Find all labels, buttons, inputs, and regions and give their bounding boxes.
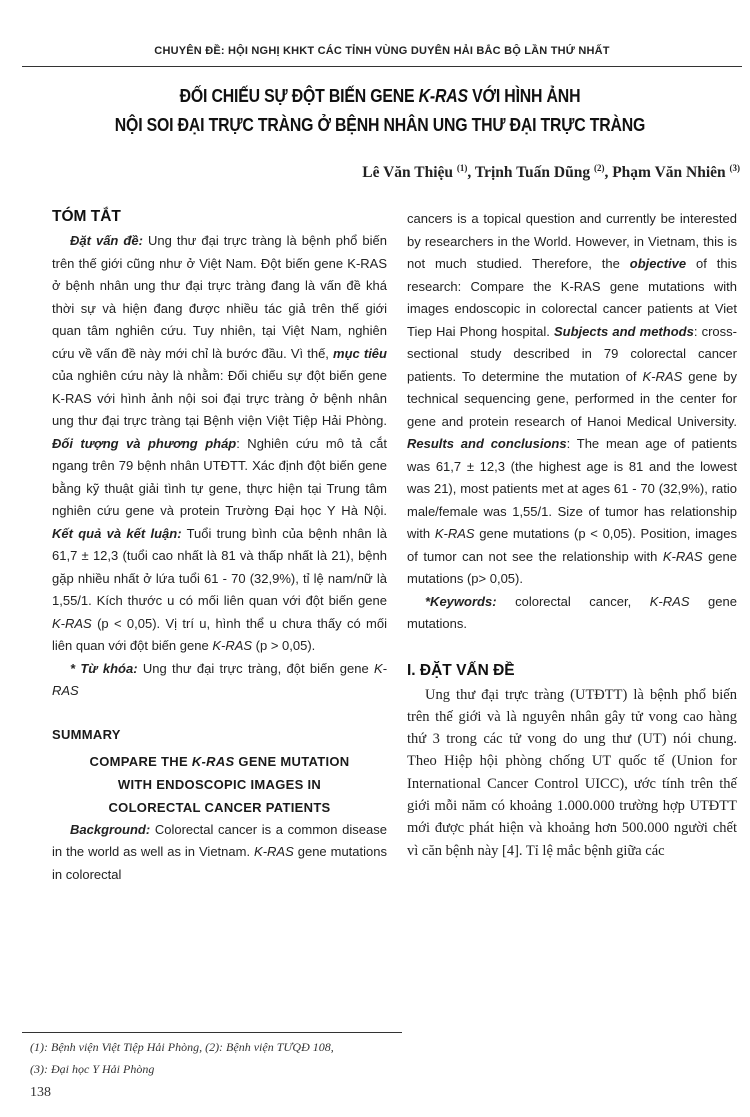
summary-abstract-continued: [407, 208, 737, 591]
tomtat-result-text-c: (p > 0,05).: [252, 638, 316, 653]
tomtat-kw-label: * Từ khóa:: [70, 660, 138, 676]
header-rule: [22, 66, 742, 67]
author-2-affil: (2): [593, 163, 605, 173]
tomtat-result-label: Kết quả và kết luận:: [52, 525, 182, 541]
author-3: Phạm Văn Nhiên: [612, 164, 726, 182]
tomtat-kw-text: Ung thư đại trực tràng, đột biến gene: [137, 660, 374, 676]
tomtat-heading: TÓM TẮT: [52, 208, 121, 225]
tomtat-bg-text: Ung thư đại trực tràng là bệnh phổ biến trên thế giới cũng như ở Việt Nam. Đột biến gene K-RAS ở bệnh nhân ung thư đại trực tràng đang là vấn đề khá thời sự và hiện đang được nhiều tác giả trên thế giới quan tâm nghiên cứu. Tuy nhiên, tại Việt Nam, nghiên cứu về vấn đề này mới chỉ là bước đầu. Vì thế,: [52, 233, 388, 361]
summary-kw-gene: K-RAS: [649, 593, 690, 609]
right-column: [407, 208, 737, 862]
summary-result-text: : The mean age of patients was 61,7 ± 12,3 (the highest age is 81 and the lowest was 21), most patients met at ages 61 - 70 (32,9%), ratio male/female was 1,55/1. Size of tumor has relationship with: [407, 436, 737, 541]
article-title-line-2: NỘI SOI ĐẠI TRỰC TRÀNG Ở BỆNH NHÂN UNG THƯ ĐẠI TRỰC TRÀNG: [114, 115, 646, 135]
summary-background: [52, 819, 387, 887]
summary-result-gene-2: K-RAS: [662, 548, 703, 564]
title-gene: K-RAS: [418, 86, 468, 106]
summary-title-line-1: [52, 750, 387, 773]
summary-method-text: : cross-sectional study described in 79 colorectal cancer patients. To determine the mutation of: [407, 323, 737, 384]
tomtat-method-label: Đối tượng và phương pháp: [52, 435, 237, 451]
tomtat-result-text-a: Tuổi trung bình của bệnh nhân là 61,7 ± 12,3 (tuổi cao nhất là 81 và thấp nhất là 21), bệnh gặp nhiều nhất ở lứa tuổi 61 - 70 (32,9%), tỉ lệ nam/nữ là 1,55/1. Kích thước u có mối liên quan với đột biến gene: [52, 525, 387, 608]
summary-title-b: GENE MUTATION: [234, 753, 350, 769]
footnote-affiliations-2: (3): Đại học Y Hải Phòng: [30, 1062, 155, 1076]
summary-title-a: COMPARE THE: [89, 753, 192, 769]
tomtat-method-text: : Nghiên cứu mô tả cắt ngang trên 79 bệnh nhân UTĐTT. Xác định đột biến gene bằng kỹ thuật giải tình tự gene, thực hiện tại Trung tâm nghiên cứu gene và protein Trường Đại học Y Hà Nội.: [52, 435, 387, 518]
summary-method-text-2: gene by technical sequencing gene, performed in the center for gene and protein research of Hanoi Medical University.: [407, 368, 737, 429]
page-number: 138: [30, 1085, 51, 1100]
summary-bg-gene: K-RAS: [254, 844, 294, 859]
summary-obj-label: objective: [629, 256, 687, 271]
tomtat-obj-label: mục tiêu: [333, 345, 387, 361]
summary-result-text-3: gene mutations (p> 0,05).: [407, 548, 737, 586]
summary-title-gene: K-RAS: [191, 753, 235, 769]
author-list: Lê Văn Thiệu $^{(1)}$, Trịnh Tuấn Dũng $^{(2)}$, Phạm Văn Nhiên $^{(3)}$: [362, 163, 740, 182]
summary-title-line-2: WITH ENDOSCOPIC IMAGES IN: [117, 776, 322, 792]
tomtat-gene-2: K-RAS: [212, 638, 253, 653]
summary-kw-label: *Keywords:: [425, 593, 497, 609]
summary-bg-label: Background:: [70, 821, 151, 837]
author-1: Lê Văn Thiệu: [362, 164, 454, 182]
summary-cont-text: cancers is a topical question and currently be interested by researchers in the World. However, in Vietnam, this is not much studied. Therefore, the: [407, 211, 737, 271]
left-column: [52, 208, 387, 886]
author-2: Trịnh Tuấn Dũng: [474, 164, 591, 182]
summary-kw-text-2: gene mutations.: [407, 593, 737, 631]
tomtat-abstract: [52, 230, 387, 658]
summary-result-label: Results and conclusions: [407, 436, 567, 451]
summary-result-gene: K-RAS: [434, 526, 475, 541]
footnote-affiliations-1: (1): Bệnh viện Việt Tiệp Hải Phòng, (2): Bệnh viện TƯQĐ 108,: [30, 1040, 334, 1054]
running-header: CHUYÊN ĐỀ: HỘI NGHỊ KHKT CÁC TỈNH VÙNG DUYÊN HẢI BẮC BỘ LẦN THỨ NHẤT: [154, 45, 610, 57]
intro-heading: I. ĐẶT VẤN ĐỀ: [407, 661, 515, 679]
tomtat-gene: K-RAS: [52, 615, 92, 631]
tomtat-bg-label: Đặt vấn đề:: [70, 233, 143, 248]
summary-method-label: Subjects and methods: [554, 323, 694, 339]
title-text-b: VỚI HÌNH ẢNH: [467, 86, 581, 106]
footnote-rule: [22, 1032, 402, 1033]
author-1-affil: (1): [456, 163, 468, 173]
summary-bg-text: Colorectal cancer is a common disease in the world as well as in Vietnam.: [52, 821, 387, 859]
title-text-a: ĐỐI CHIẾU SỰ ĐỘT BIẾN GENE: [179, 86, 419, 106]
intro-paragraph: Ung thư đại trực tràng (UTĐTT) là bệnh phổ biến trên thế giới và là nguyên nhân gây tử vong cao hàng thứ 3 trong các tử vong do ung thư (UT) nói chung. Theo Hiệp hội phòng chống UT quốc tế (Union for International Cancer Control UICC), ước tính trên thế giới mỗi năm có khoảng 1.000.000 trường hợp UTĐTT mới được phát hiện và khoảng hơn 500.000 người chết vì căn bệnh này [4]. Tỉ lệ mắc bệnh giữa các: [407, 686, 737, 859]
summary-method-gene: K-RAS: [642, 368, 683, 384]
article-title-line-1: [98, 86, 661, 107]
tomtat-obj-text: của nghiên cứu này là nhằm: Đối chiếu sự đột biến gene K-RAS với hình ảnh nội soi đại trực tràng ở bệnh nhân ung thư đại trực tràng tại Bệnh viện Việt Tiệp Hải Phòng.: [52, 368, 387, 428]
summary-obj-text: of this research: Compare the K-RAS gene mutations with images endoscopic in colorectal cancer patients at Viet Tiep Hai Phong hospital.: [407, 256, 737, 339]
tomtat-kw-gene: K-RAS: [52, 660, 387, 698]
tomtat-keywords: [52, 658, 387, 703]
summary-title-line-3: COLORECTAL CANCER PATIENTS: [108, 799, 331, 815]
summary-kw-text: colorectal cancer,: [496, 593, 650, 609]
summary-result-text-2: gene mutations (p < 0,05). Position, images of tumor can not see the relationship with: [407, 526, 738, 564]
summary-bg-text-2: gene mutations in colorectal: [52, 844, 387, 882]
author-3-affil: (3): [729, 163, 740, 173]
summary-heading: SUMMARY: [52, 726, 121, 742]
summary-keywords: [407, 591, 737, 636]
tomtat-result-text-b: (p < 0,05). Vị trí u, hình thể u chưa thấy có mối liên quan với đột biến gene: [52, 615, 387, 653]
